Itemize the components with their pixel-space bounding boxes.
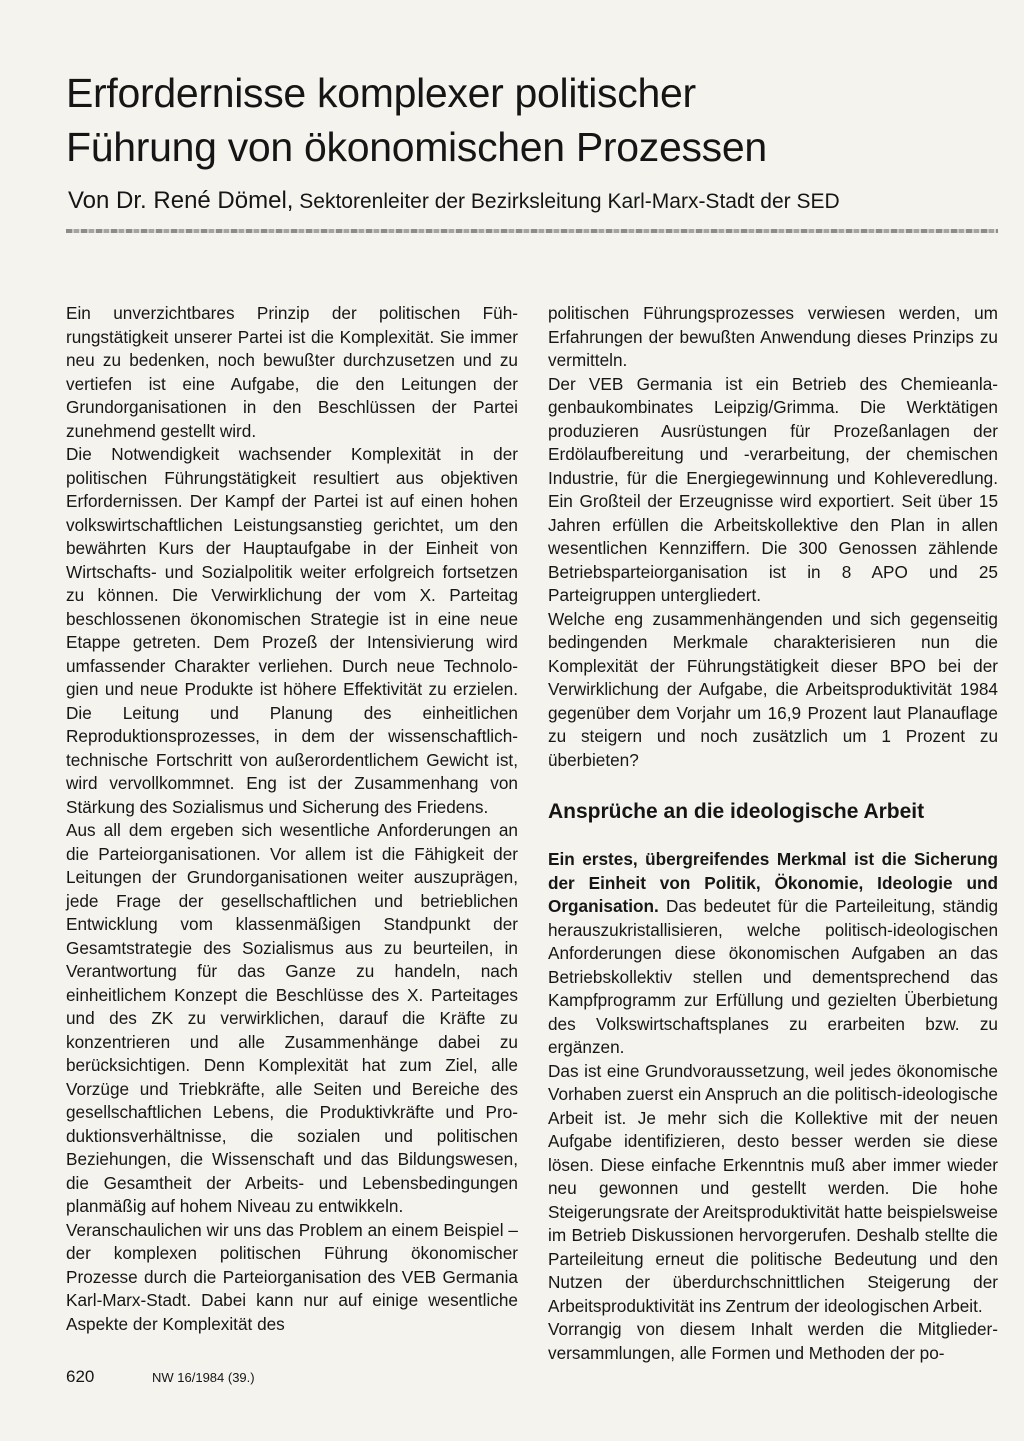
paragraph [548, 848, 998, 1060]
paragraph: Die Notwendigkeit wachsender Komplexität in der politischen Führungstätigkeit resultiert aus objektiven Erfordernissen. Der Kampf der Partei ist auf einen hohen volkswirtschaftlichen Leistungsanstieg gerichtet, um den bewährten Kurs der Hauptaufgabe in der Einheit von Wirtschafts- und Sozialpolitik weiter erfolgreich fortsetzen zu können. Die Verwirklichung der vom X. Parteitag beschlossenen ökonomischen Strategie ist in eine neue Etappe getreten. Dem Prozeß der Intensivierung wird umfassender Charakter verliehen. Durch neue Technologien und neue Produkte ist höhere Effektivität zu erzielen. Die Leitung und Planung des einheitlichen Reproduktionsprozesses, in dem der wissenschaftlich-technische Fortschritt von außerordentlichem Gewicht ist, wird vervollkommnet. Eng ist der Zusammenhang von Stärkung des Sozialismus und Sicherung des Friedens. [66, 444, 518, 817]
paragraph: Veranschaulichen wir uns das Problem an einem Beispiel – der komplexen politischen Führung ökonomischer Prozesse durch die Parteiorganisation des VEB Germania Karl-Marx-Stadt. Dabei kann nur auf einige wesentliche Aspekte der Komplexität des [66, 1219, 518, 1334]
author-position: Sektorenleiter der Bezirksleitung Karl-Marx-Stadt der SED [293, 190, 840, 213]
paragraph: Der VEB Germania ist ein Betrieb des Chemieanlagenbaukombinates Leipzig/Grimma. Die Werktätigen produzieren Ausrüstungen für Prozeßanlagen der Erdölaufbereitung und -verarbeitung, der chemischen Industrie, für die Energiegewinnung und Kohleveredlung. Ein Großteil der Erzeugnisse wird exportiert. Seit über 15 Jahren erfüllen die Arbeitskollektive den Plan in allen wesentlichen Kennziffern. Die 300 Genossen zählende Betriebsparteiorganisation ist in 8 APO und 25 Parteigruppen untergliedert. [548, 373, 998, 605]
journal-reference: NW 16/1984 (39.) [152, 1370, 255, 1385]
paragraph-body: Das bedeutet für die Parteileitung, ständig herauszukristallisieren, welche politisch-ideologischen Anforderungen diese ökonomischen Aufgaben an das Betriebskollektiv stellen und dementsprechend das Kampfprogramm zur Erfüllung und gezielten Überbietung des Volkswirtschaftsplanes zu erarbeiten bzw. zu ergänzen. [548, 896, 998, 1057]
header-rule [66, 229, 998, 233]
paragraph: Ein unverzichtbares Prinzip der politischen Führungstätigkeit unserer Partei ist die Komplexität. Sie immer neu zu bedenken, noch bewußter durchzusetzen und zu vertiefen ist eine Aufgabe, die den Leitungen der Grundorganisationen in den Beschlüssen der Partei zunehmend gestellt wird. [66, 303, 518, 441]
page-number: 620 [66, 1367, 95, 1386]
paragraph: politischen Führungsprozesses verwiesen werden, um Erfahrungen der bewußten Anwendung dieses Prinzips zu vermitteln. [548, 303, 998, 370]
title-line-2: Führung von ökonomischen Prozessen [66, 124, 767, 170]
section-heading: Ansprüche an die ideologische Arbeit [548, 800, 925, 823]
title-line-1: Erfordernisse komplexer politischer [66, 70, 696, 116]
paragraph: Aus all dem ergeben sich wesentliche Anforderungen an die Parteiorganisationen. Vor allem ist die Fähigkeit der Leitungen der Grundorganisationen weiter auszuprägen, jede Frage der gesellschaftlichen und betrieblichen Entwicklung vom klassenmäßigen Standpunkt der Gesamtstrategie des Sozialismus aus zu beurteilen, in Verantwortung für das Ganze zu handeln, nach einheitlichem Konzept die Beschlüsse des X. Parteitages und des ZK zu verwirklichen, darauf die Kräfte zu konzentrieren und alle Zusammenhänge dabei zu berücksichtigen. Denn Komplexität hat zum Ziel, alle Vorzüge und Triebkräfte, alle Seiten und Bereiche des gesellschaftlichen Lebens, die Produktivkräfte und Produktionsverhältnisse, die sozialen und politischen Beziehungen, die Wissenschaft und das Bildungswesen, die Gesamtheit der Arbeits- und Lebensbedingungen planmäßig auf hohem Niveau zu entwikkeln. [66, 820, 518, 1216]
left-column [66, 302, 518, 1336]
author-name: Von Dr. René Dömel, [68, 187, 294, 214]
lead-sentence: Ein erstes, übergreifendes Merkmal ist die Sicherung der Einheit von Politik, Ökonomie, Ideologie und Organisation. [548, 849, 998, 916]
byline [68, 186, 1008, 217]
paragraph: Das ist eine Grundvoraussetzung, weil jedes ökonomische Vorhaben zuerst ein Anspruch an die politisch-ideologische Arbeit ist. Je mehr sich die Kollektive mit der neuen Aufgabe identifizieren, desto besser werden sie diese lösen. Diese einfache Erkenntnis muß aber immer wieder neu gewonnen und gestellt werden. Die hohe Steigerungsrate der Areitsproduktivität hatte beispielsweise im Betrieb Diskussionen hervorgerufen. Deshalb stellte die Parteileitung erneut die politische Bedeutung und den Nutzen der überdurchschnittlichen Steigerung der Arbeitsproduktivität ins Zentrum der ideologischen Arbeit. [548, 1060, 998, 1316]
paragraph: Vorrangig von diesem Inhalt werden die Mitgliederversammlungen, alle Formen und Methoden der po- [548, 1319, 998, 1363]
paragraph: Welche eng zusammenhängenden und sich gegenseitig bedingenden Merkmale charakterisieren nun die Komplexität der Führungstätigkeit dieser BPO bei der Verwirklichung der Aufgabe, die Arbeitsproduktivität 1984 gegenüber dem Vorjahr um 16,9 Prozent laut Planauflage zu steigern und noch zusätzlich um 1 Prozent zu überbieten? [548, 608, 998, 770]
right-column [548, 302, 998, 1365]
article-title [66, 66, 966, 174]
